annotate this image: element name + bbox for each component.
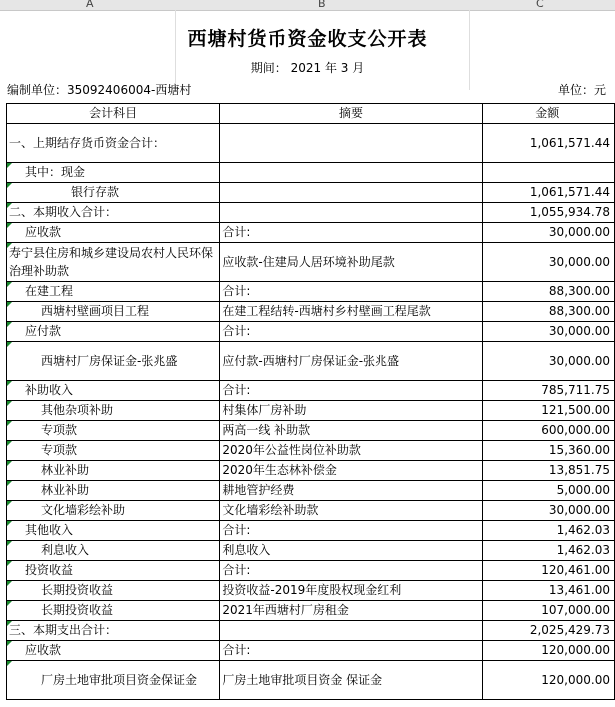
currency-unit: 单位：元 [557, 83, 606, 97]
cell-amount[interactable]: 5,000.00 [482, 481, 614, 501]
cell-account[interactable]: 二、本期收入合计： [7, 203, 220, 223]
table-row [7, 601, 615, 621]
cell-account[interactable]: 西塘村厂房保证金-张兆盛 [7, 342, 220, 381]
cell-amount[interactable]: 1,462.03 [482, 541, 614, 561]
table-row [7, 461, 615, 481]
table-row [7, 521, 615, 541]
cell-account[interactable]: 银行存款 [7, 183, 220, 203]
table-row [7, 381, 615, 401]
cell-amount[interactable]: 1,462.03 [482, 521, 614, 541]
table-row [7, 421, 615, 441]
cell-summary[interactable]: 合计: [220, 381, 482, 401]
cell-summary[interactable] [220, 203, 482, 223]
cell-amount[interactable]: 1,055,934.78 [482, 203, 614, 223]
cell-account[interactable]: 林业补助 [7, 461, 220, 481]
cell-account[interactable]: 应收款 [7, 641, 220, 661]
cell-amount[interactable]: 15,360.00 [482, 441, 614, 461]
table-row [7, 481, 615, 501]
header-summary[interactable]: 摘要 [220, 104, 482, 124]
cell-account[interactable]: 一、上期结存货币资金合计： [7, 124, 220, 163]
table-row [7, 541, 615, 561]
cell-account[interactable]: 投资收益 [7, 561, 220, 581]
cell-summary[interactable] [220, 183, 482, 203]
cell-account[interactable]: 补助收入 [7, 381, 220, 401]
cell-amount[interactable]: 88,300.00 [482, 302, 614, 322]
cell-summary[interactable]: 2020年公益性岗位补助款 [220, 441, 482, 461]
cell-summary[interactable]: 2020年生态林补偿金 [220, 461, 482, 481]
cell-account[interactable]: 文化墙彩绘补助 [7, 501, 220, 521]
cell-account[interactable]: 寿宁县住房和城乡建设局农村人民环保治理补助款 [7, 243, 220, 282]
cell-account[interactable]: 应收款 [7, 223, 220, 243]
table-row [7, 282, 615, 302]
table-row [7, 342, 615, 381]
col-letter-b[interactable]: B [318, 0, 326, 10]
unit-row [0, 80, 615, 96]
cell-summary[interactable]: 合计: [220, 322, 482, 342]
cell-account[interactable]: 长期投资收益 [7, 601, 220, 621]
cell-amount[interactable]: 30,000.00 [482, 342, 614, 381]
cell-summary[interactable]: 合计: [220, 282, 482, 302]
cell-account[interactable]: 其他收入 [7, 521, 220, 541]
table-row [7, 441, 615, 461]
table-row [7, 183, 615, 203]
cell-summary[interactable]: 两高一线 补助款 [220, 421, 482, 441]
table-row [7, 302, 615, 322]
table-row [7, 561, 615, 581]
cell-amount[interactable]: 120,000.00 [482, 661, 614, 700]
cell-summary[interactable]: 应收款-住建局人居环境补助尾款 [220, 243, 482, 282]
cell-summary[interactable]: 文化墙彩绘补助款 [220, 501, 482, 521]
cell-summary[interactable] [220, 163, 482, 183]
table-row [7, 203, 615, 223]
cell-account[interactable]: 西塘村壁画项目工程 [7, 302, 220, 322]
cell-account[interactable]: 三、本期支出合计： [7, 621, 220, 641]
cash-flow-table [6, 103, 615, 700]
cell-amount[interactable]: 121,500.00 [482, 401, 614, 421]
cell-account[interactable]: 利息收入 [7, 541, 220, 561]
cell-account[interactable]: 专项款 [7, 441, 220, 461]
cell-summary[interactable]: 合计: [220, 223, 482, 243]
cell-summary[interactable]: 厂房土地审批项目资金 保证金 [220, 661, 482, 700]
cell-amount[interactable]: 120,000.00 [482, 641, 614, 661]
cell-amount[interactable]: 13,851.75 [482, 461, 614, 481]
cell-summary[interactable]: 投资收益-2019年度股权现金红利 [220, 581, 482, 601]
table-row [7, 621, 615, 641]
table-row [7, 401, 615, 421]
table-row [7, 124, 615, 163]
cell-account[interactable]: 其他杂项补助 [7, 401, 220, 421]
cell-account[interactable]: 厂房土地审批项目资金保证金 [7, 661, 220, 700]
table-row [7, 322, 615, 342]
column-header-bar [0, 0, 615, 11]
cell-amount[interactable] [482, 163, 614, 183]
report-title: 西塘村货币资金收支公开表 [187, 28, 428, 50]
prepared-by: 编制单位：35092406004-西塘村 [7, 83, 192, 97]
table-row [7, 501, 615, 521]
table-row [7, 163, 615, 183]
col-letter-c[interactable]: C [536, 0, 544, 10]
cell-amount[interactable]: 600,000.00 [482, 421, 614, 441]
cell-account[interactable]: 专项款 [7, 421, 220, 441]
cell-account[interactable]: 长期投资收益 [7, 581, 220, 601]
cell-amount[interactable]: 1,061,571.44 [482, 124, 614, 163]
cell-account[interactable]: 应付款 [7, 322, 220, 342]
cell-summary[interactable] [220, 124, 482, 163]
cell-account[interactable]: 在建工程 [7, 282, 220, 302]
cell-summary[interactable]: 村集体厂房补助 [220, 401, 482, 421]
report-period: 期间： 2021 年 3 月 [250, 61, 365, 75]
cell-amount[interactable]: 30,000.00 [482, 501, 614, 521]
header-account[interactable]: 会计科目 [7, 104, 220, 124]
header-amount[interactable]: 金额 [482, 104, 614, 124]
cell-amount[interactable]: 120,461.00 [482, 561, 614, 581]
cell-amount[interactable]: 30,000.00 [482, 243, 614, 282]
cell-summary[interactable]: 利息收入 [220, 541, 482, 561]
cell-summary[interactable]: 应付款-西塘村厂房保证金-张兆盛 [220, 342, 482, 381]
cell-summary[interactable] [220, 621, 482, 641]
cell-amount[interactable]: 13,461.00 [482, 581, 614, 601]
table-row [7, 661, 615, 700]
cell-amount[interactable]: 30,000.00 [482, 322, 614, 342]
col-letter-a[interactable]: A [86, 0, 94, 10]
cell-account[interactable]: 其中：现金 [7, 163, 220, 183]
cell-amount[interactable]: 1,061,571.44 [482, 183, 614, 203]
cell-account[interactable]: 林业补助 [7, 481, 220, 501]
cell-amount[interactable]: 785,711.75 [482, 381, 614, 401]
cell-amount[interactable]: 88,300.00 [482, 282, 614, 302]
cell-amount[interactable]: 107,000.00 [482, 601, 614, 621]
table-header-row [7, 104, 615, 124]
cell-amount[interactable]: 2,025,429.73 [482, 621, 614, 641]
cell-summary[interactable]: 合计: [220, 561, 482, 581]
cell-summary[interactable]: 合计: [220, 521, 482, 541]
cell-summary[interactable]: 2021年西塘村厂房租金 [220, 601, 482, 621]
table-row [7, 581, 615, 601]
table-row [7, 641, 615, 661]
table-row [7, 243, 615, 282]
cell-summary[interactable]: 合计: [220, 641, 482, 661]
cell-summary[interactable]: 耕地管护经费 [220, 481, 482, 501]
table-row [7, 223, 615, 243]
cell-amount[interactable]: 30,000.00 [482, 223, 614, 243]
cell-summary[interactable]: 在建工程结转-西塘村乡村壁画工程尾款 [220, 302, 482, 322]
